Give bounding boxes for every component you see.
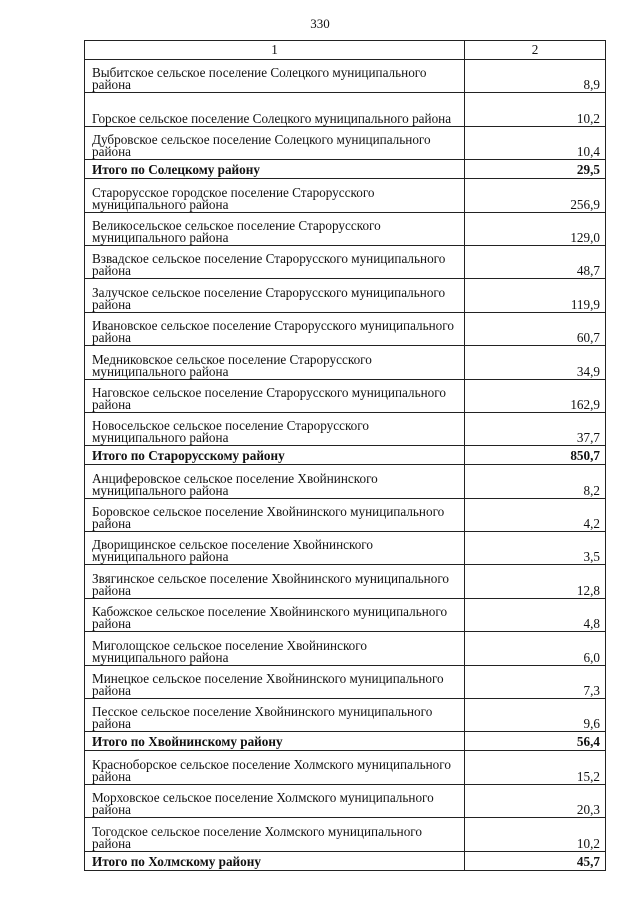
settlement-name: Выбитское сельское поселение Солецкого муниципального района <box>92 65 427 93</box>
amount-cell: 9,6 <box>465 699 606 732</box>
amount-cell: 162,9 <box>465 379 606 412</box>
settlement-name-cell <box>85 312 465 345</box>
district-total-label <box>85 851 465 870</box>
column-header-value: 2 <box>465 41 606 60</box>
table-row <box>85 179 606 212</box>
amount-cell: 37,7 <box>465 412 606 445</box>
settlement-name: Великосельское сельское поселение Старорусского муниципального района <box>92 217 381 245</box>
table-row <box>85 93 606 126</box>
amount-cell: 8,2 <box>465 465 606 498</box>
settlement-name-cell <box>85 279 465 312</box>
settlement-name: Тогодское сельское поселение Холмского муниципального района <box>92 823 422 851</box>
settlement-name-cell <box>85 93 465 126</box>
amount-cell: 4,8 <box>465 598 606 631</box>
amount-cell: 119,9 <box>465 279 606 312</box>
total-label-text: Итого по Хвойнинскому району <box>92 734 283 750</box>
settlement-name-cell <box>85 818 465 851</box>
amount-cell: 48,7 <box>465 245 606 278</box>
total-label-text: Итого по Солецкому району <box>92 162 260 178</box>
table-row <box>85 60 606 93</box>
settlement-name-cell <box>85 126 465 159</box>
settlement-name-cell <box>85 665 465 698</box>
total-label-text: Итого по Старорусскому району <box>92 448 285 464</box>
amount-cell: 10,2 <box>465 93 606 126</box>
settlement-name: Новосельское сельское поселение Старорусского муниципального района <box>92 418 369 446</box>
table-row <box>85 665 606 698</box>
amount-cell: 8,9 <box>465 60 606 93</box>
table-header-row <box>85 41 606 60</box>
table-row <box>85 245 606 278</box>
settlement-name-cell <box>85 565 465 598</box>
total-label-text: Итого по Холмскому району <box>92 853 261 869</box>
settlement-name: Песское сельское поселение Хвойнинского муниципального района <box>92 704 433 732</box>
settlement-name-cell <box>85 465 465 498</box>
table-row <box>85 632 606 665</box>
settlement-name-cell <box>85 699 465 732</box>
amount-cell: 4,2 <box>465 498 606 531</box>
table-row <box>85 126 606 159</box>
amount-cell: 12,8 <box>465 565 606 598</box>
table-row <box>85 312 606 345</box>
district-total-value: 850,7 <box>465 446 606 465</box>
district-total-label <box>85 446 465 465</box>
budget-table <box>84 40 606 871</box>
district-total-row <box>85 732 606 751</box>
settlement-name: Анциферовское сельское поселение Хвойнинского муниципального района <box>92 470 378 498</box>
table-row <box>85 212 606 245</box>
settlement-name-cell <box>85 60 465 93</box>
settlement-name: Старорусское городское поселение Старорусского муниципального района <box>92 184 375 212</box>
table-row <box>85 532 606 565</box>
settlement-name-cell <box>85 379 465 412</box>
table-body <box>85 60 606 871</box>
settlement-name: Минецкое сельское поселение Хвойнинского муниципального района <box>92 671 444 699</box>
table-row <box>85 412 606 445</box>
settlement-name-cell <box>85 784 465 817</box>
settlement-name-cell <box>85 412 465 445</box>
table-row <box>85 379 606 412</box>
amount-cell: 15,2 <box>465 751 606 784</box>
page-number: 330 <box>310 16 330 31</box>
settlement-name: Морховское сельское поселение Холмского муниципального района <box>92 790 434 818</box>
table-row <box>85 699 606 732</box>
settlement-name-cell <box>85 751 465 784</box>
table-row <box>85 818 606 851</box>
table-row <box>85 498 606 531</box>
district-total-row <box>85 446 606 465</box>
settlement-name: Взвадское сельское поселение Старорусского муниципального района <box>92 251 446 279</box>
amount-cell: 34,9 <box>465 346 606 379</box>
settlement-name: Боровское сельское поселение Хвойнинского муниципального района <box>92 504 445 532</box>
settlement-name: Горское сельское поселение Солецкого муниципального района <box>92 110 452 126</box>
table-row <box>85 279 606 312</box>
settlement-name: Наговское сельское поселение Старорусского муниципального района <box>92 384 446 412</box>
settlement-name-cell <box>85 632 465 665</box>
settlement-name-cell <box>85 245 465 278</box>
district-total-value: 56,4 <box>465 732 606 751</box>
settlement-name-cell <box>85 498 465 531</box>
district-total-row <box>85 851 606 870</box>
amount-cell: 60,7 <box>465 312 606 345</box>
settlement-name: Залучское сельское поселение Старорусского муниципального района <box>92 284 446 312</box>
district-total-label <box>85 732 465 751</box>
amount-cell: 6,0 <box>465 632 606 665</box>
table-row <box>85 346 606 379</box>
settlement-name: Медниковское сельское поселение Старорусского муниципального района <box>92 351 372 379</box>
district-total-row <box>85 160 606 179</box>
table-row <box>85 598 606 631</box>
amount-cell: 256,9 <box>465 179 606 212</box>
table-row <box>85 751 606 784</box>
district-total-value: 45,7 <box>465 851 606 870</box>
column-header-name: 1 <box>85 41 465 60</box>
amount-cell: 7,3 <box>465 665 606 698</box>
district-total-label <box>85 160 465 179</box>
settlement-name-cell <box>85 598 465 631</box>
settlement-name: Дворищинское сельское поселение Хвойнинского муниципального района <box>92 537 373 565</box>
amount-cell: 3,5 <box>465 532 606 565</box>
settlement-name-cell <box>85 532 465 565</box>
district-total-value: 29,5 <box>465 160 606 179</box>
settlement-name: Красноборское сельское поселение Холмского муниципального района <box>92 756 451 784</box>
table-row <box>85 465 606 498</box>
settlement-name-cell <box>85 179 465 212</box>
amount-cell: 10,4 <box>465 126 606 159</box>
settlement-name: Звягинское сельское поселение Хвойнинского муниципального района <box>92 570 450 598</box>
settlement-name-cell <box>85 212 465 245</box>
settlement-name: Миголощское сельское поселение Хвойнинского муниципального района <box>92 637 367 665</box>
settlement-name: Дубровское сельское поселение Солецкого муниципального района <box>92 132 431 160</box>
amount-cell: 10,2 <box>465 818 606 851</box>
amount-cell: 129,0 <box>465 212 606 245</box>
settlement-name-cell <box>85 346 465 379</box>
table-row <box>85 784 606 817</box>
settlement-name: Ивановское сельское поселение Старорусского муниципального района <box>92 318 454 346</box>
amount-cell: 20,3 <box>465 784 606 817</box>
settlement-name: Кабожское сельское поселение Хвойнинского муниципального района <box>92 604 448 632</box>
table-row <box>85 565 606 598</box>
